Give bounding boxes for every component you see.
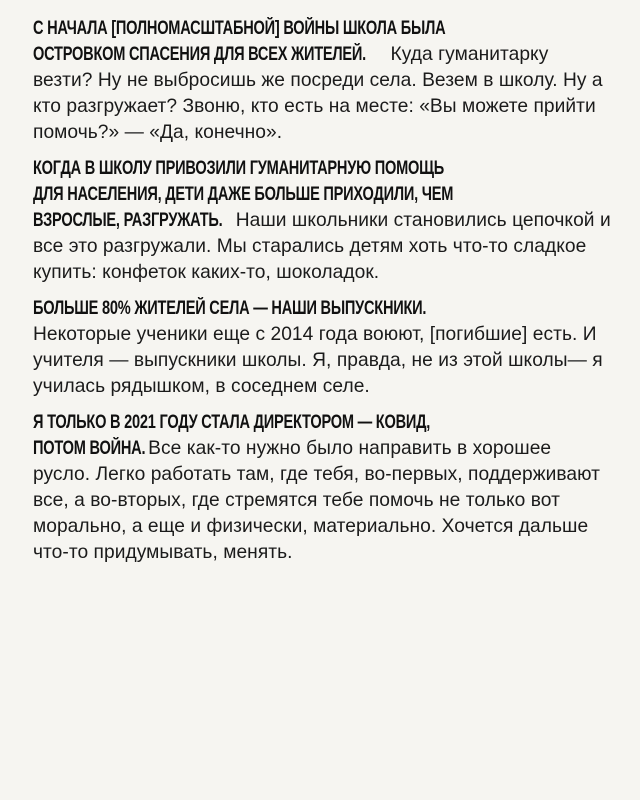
paragraph-4-lead-line-1: Я ТОЛЬКО В 2021 ГОДУ СТАЛА ДИРЕКТОРОМ — КОВИД, (33, 412, 431, 433)
paragraph-1 (33, 16, 613, 146)
paragraph-2-lead-line-2: ДЛЯ НАСЕЛЕНИЯ, ДЕТИ ДАЖЕ БОЛЬШЕ ПРИХОДИЛИ, ЧЕМ (33, 184, 454, 205)
paragraph-2-lead-line-1: КОГДА В ШКОЛУ ПРИВОЗИЛИ ГУМАНИТАРНУЮ ПОМОЩЬ (33, 158, 444, 179)
paragraph-3-text: Некоторые ученики еще с 2014 года воюют, [погибшие] есть. И учителя — выпускники школы. Я, правда, не из этой школы— я училась рядышком, в соседнем селе. (33, 324, 603, 397)
paragraph-1-lead-line-1: С НАЧАЛА [ПОЛНОМАСШТАБНОЙ] ВОЙНЫ ШКОЛА БЫЛА (33, 18, 446, 39)
paragraph-3-lead-line-1: БОЛЬШЕ 80% ЖИТЕЛЕЙ СЕЛА — НАШИ ВЫПУСКНИКИ. (33, 298, 427, 319)
paragraph-4-lead-line-2: ПОТОМ ВОЙНА. (33, 438, 146, 459)
paragraph-3 (33, 296, 613, 400)
paragraph-4 (33, 410, 613, 566)
paragraph-1-text: Куда гуманитарку везти? Ну не выбросишь же посреди села. Везем в школу. Ну а кто разгружает? Звоню, кто есть на месте: «Вы можете прийти помочь?» — «Да, конечно». (33, 44, 603, 143)
paragraph-1-lead-line-2: ОСТРОВКОМ СПАСЕНИЯ ДЛЯ ВСЕХ ЖИТЕЛЕЙ. (33, 44, 366, 65)
paragraph-2-text: Наши школьники становились цепочкой и все это разгружали. Мы старались детям хоть что-то сладкое купить: конфеток каких-то, шоколадок. (33, 210, 611, 283)
article-body (33, 16, 613, 576)
paragraph-2-lead-line-3: ВЗРОСЛЫЕ, РАЗГРУЖАТЬ. (33, 210, 223, 231)
paragraph-2 (33, 156, 613, 286)
paragraph-4-text: Все как-то нужно было направить в хорошее русло. Легко работать там, где тебя, во-первых, поддерживают все, а во-вторых, где стремятся тебе помочь не только вот морально, а еще и физически, материально. Хочется дальше что-то придумывать, менять. (33, 438, 600, 563)
